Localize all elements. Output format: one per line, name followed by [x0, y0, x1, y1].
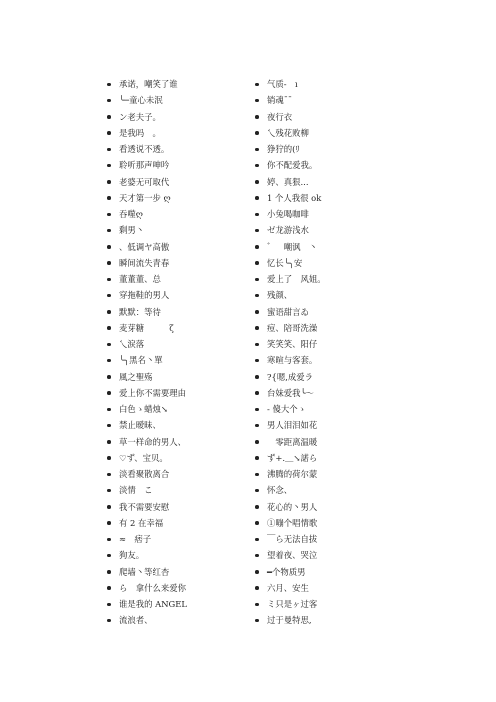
- list-item-label: 痘、陪哥洗澡: [267, 322, 318, 333]
- list-item: [257, 174, 387, 190]
- bullet-icon: [107, 408, 111, 412]
- list-item-label: 沸腾的荷尔蒙: [267, 469, 318, 479]
- list-item-label: 、低调ヤ高傲: [119, 241, 170, 252]
- bullet-icon: [107, 603, 111, 607]
- list-item-label: 董董董、总: [119, 274, 161, 284]
- list-item-label: 销魂¯¯: [267, 95, 293, 106]
- bullet-icon: [255, 570, 259, 574]
- bullet-icon: [255, 603, 259, 607]
- list-item: [109, 515, 239, 531]
- list-item-label: 气质- ı: [267, 79, 298, 89]
- list-item-label: 天才第一步 ღ: [119, 192, 171, 203]
- bullet-icon: [107, 586, 111, 590]
- list-item-label: ゛ 嘲讽 丶: [267, 241, 318, 252]
- list-item: [257, 92, 387, 108]
- bullet-icon: [107, 164, 111, 168]
- bullet-icon: [107, 261, 111, 265]
- list-item: [109, 239, 239, 255]
- list-item-label: 流浪者、: [119, 615, 153, 626]
- bullet-icon: [255, 408, 259, 412]
- bullet-icon: [107, 83, 111, 87]
- bullet-icon: [255, 554, 259, 558]
- list-item-label: ゼ龙游浅水: [267, 225, 309, 236]
- bullet-icon: [255, 375, 259, 379]
- bullet-icon: [255, 245, 259, 249]
- list-item: [109, 401, 239, 417]
- list-item: [257, 141, 387, 157]
- bullet-icon: [107, 505, 111, 509]
- bullet-icon: [107, 359, 111, 363]
- bullet-icon: [107, 245, 111, 249]
- list-item-label: ￣ら无法自拔: [267, 534, 318, 544]
- bullet-icon: [255, 619, 259, 623]
- bullet-icon: [107, 570, 111, 574]
- list-item-label: 寒暄与客套。: [267, 355, 318, 366]
- bullet-icon: [255, 359, 259, 363]
- list-item: [109, 596, 239, 612]
- list-item-label: ①嘣个唱情歌: [267, 517, 318, 528]
- bullet-icon: [255, 343, 259, 347]
- list-item-label: 穿拖鞋的男人: [119, 290, 170, 301]
- list-item: [257, 206, 387, 222]
- list-item-label: 麦芽糖 ζ: [119, 322, 174, 333]
- list-item-label: 花心的丶男人: [267, 501, 318, 512]
- list-item: [109, 466, 239, 482]
- list-item: [109, 580, 239, 596]
- list-item-label: 淡情 こ: [119, 485, 153, 496]
- list-item: [109, 190, 239, 206]
- list-item-label: 蜜语甜言ゐ: [267, 306, 309, 317]
- list-item: [109, 287, 239, 303]
- list-item-label: 夜行衣: [267, 111, 293, 122]
- list-item: [257, 239, 387, 255]
- list-item-label: ≈ 痞子: [119, 534, 152, 544]
- list-item-label: 淡看聚散离合: [119, 469, 170, 479]
- bullet-icon: [255, 261, 259, 265]
- bullet-icon: [255, 115, 259, 119]
- list-item: [109, 417, 239, 433]
- list-item: [257, 612, 387, 628]
- list-item-label: 零距离温暖: [267, 436, 318, 447]
- list-item: [257, 109, 387, 125]
- list-item-label: 老婆无可取代: [119, 176, 170, 187]
- bullet-icon: [107, 148, 111, 152]
- list-item-label: 1 个人我很 ok: [267, 192, 322, 203]
- list-item: [257, 255, 387, 271]
- list-item-label: 瞬间流失青春: [119, 257, 170, 268]
- list-item-label: 狗友。: [119, 550, 145, 561]
- bullet-icon: [107, 375, 111, 379]
- list-item: [109, 109, 239, 125]
- list-item: [257, 417, 387, 433]
- list-item: [257, 515, 387, 531]
- list-item: [109, 271, 239, 287]
- bullet-icon: [107, 489, 111, 493]
- list-item: [257, 157, 387, 173]
- list-item: [257, 580, 387, 596]
- list-item: [109, 255, 239, 271]
- list-item-label: 爬墙丶等红杏: [119, 566, 170, 577]
- bullet-icon: [107, 278, 111, 282]
- list-item: [257, 304, 387, 320]
- list-item-label: 看透说不透。: [119, 144, 170, 154]
- list-item-label: 望着夜、哭泣: [267, 550, 318, 561]
- bullet-icon: [255, 310, 259, 314]
- list-item-label: 你不配爱我。: [267, 160, 318, 171]
- list-item: [257, 222, 387, 238]
- bullet-icon: [107, 424, 111, 428]
- list-item-label: - 傻大个ゝ: [267, 404, 306, 414]
- bullet-icon: [107, 619, 111, 623]
- list-item-label: 过于曼特思,: [267, 615, 312, 626]
- bullet-icon: [255, 505, 259, 509]
- bullet-icon: [107, 391, 111, 395]
- list-item: [109, 434, 239, 450]
- bullet-icon: [255, 538, 259, 542]
- list-item-label: 六月、安生: [267, 582, 309, 593]
- bullet-icon: [255, 148, 259, 152]
- list-item-label: ン老夫子。: [119, 111, 161, 122]
- list-item-label: 吞噬ღ: [119, 209, 143, 219]
- bullet-icon: [107, 213, 111, 217]
- list-item: [109, 564, 239, 580]
- list-item: [257, 352, 387, 368]
- list-item-label: ?{嗯,成爱ラ: [267, 371, 313, 382]
- list-item: [257, 596, 387, 612]
- list-item-label: 是我吗 。: [119, 127, 161, 138]
- bullet-icon: [107, 554, 111, 558]
- bullet-icon: [107, 473, 111, 477]
- list-item: [257, 190, 387, 206]
- bullet-icon: [107, 180, 111, 184]
- list-item: [109, 450, 239, 466]
- bullet-icon: [255, 489, 259, 493]
- list-item-label: 男人泪泪如花: [267, 420, 318, 431]
- list-item: [109, 385, 239, 401]
- list-item-label: ず+.＿↘諾ら: [267, 452, 318, 463]
- list-item-label: 怀念、: [267, 485, 293, 496]
- list-item: [109, 369, 239, 385]
- bullet-icon: [255, 294, 259, 298]
- list-item: [257, 336, 387, 352]
- list-item-label: ╰╮黑名丶單: [119, 355, 163, 366]
- list-item: [257, 287, 387, 303]
- list-item-label: 聆听那声呻吟: [119, 160, 170, 171]
- list-item: [257, 564, 387, 580]
- bullet-icon: [107, 294, 111, 298]
- bullet-icon: [255, 326, 259, 330]
- list-item-label: 白色ゝ蜡烛↘: [119, 404, 168, 414]
- list-item-label: 默默：等待: [119, 306, 161, 317]
- list-item-label: ╰─童心未泯: [119, 95, 163, 106]
- list-item: [109, 499, 239, 515]
- bullet-icon: [255, 164, 259, 168]
- list-item-label: 小兔喝咖啡: [267, 209, 309, 219]
- list-item: [257, 271, 387, 287]
- list-item: [109, 222, 239, 238]
- bullet-icon: [255, 473, 259, 477]
- list-item-label: 台妹爱我╰～: [267, 387, 314, 398]
- list-item-label: ♡ず、宝贝。: [119, 452, 168, 463]
- list-item: [257, 450, 387, 466]
- list-item: [257, 385, 387, 401]
- list-item-label: 乀涙落: [119, 339, 145, 349]
- list-item-label: 爱上了 风姐。: [267, 274, 326, 284]
- bullet-icon: [255, 131, 259, 135]
- list-item: [109, 157, 239, 173]
- list-item: [109, 206, 239, 222]
- list-item: [109, 141, 239, 157]
- bullet-icon: [107, 538, 111, 542]
- list-item-label: ━个物质男: [267, 566, 306, 577]
- list-item: [109, 531, 239, 547]
- list-item-label: 我不需要安慰: [119, 501, 170, 512]
- bullet-icon: [255, 196, 259, 200]
- list-item-label: 禁止暧昧、: [119, 420, 161, 431]
- list-item: [257, 482, 387, 498]
- bullet-icon: [255, 99, 259, 103]
- bullet-icon: [107, 131, 111, 135]
- left-name-list: [109, 76, 239, 629]
- list-item: [109, 76, 239, 92]
- list-item: [109, 304, 239, 320]
- list-item: [109, 336, 239, 352]
- list-item-label: 爱上你不需要理由: [119, 387, 186, 398]
- bullet-icon: [255, 83, 259, 87]
- list-item-label: 谁是我的 ANGEL: [119, 599, 187, 609]
- list-item-label: ミ只是ヶ过客: [267, 599, 318, 609]
- list-item: [257, 320, 387, 336]
- right-name-list: [257, 76, 387, 629]
- list-item: [109, 92, 239, 108]
- list-item-label: 乀残花败柳: [267, 127, 309, 138]
- list-item: [109, 352, 239, 368]
- list-item-label: 残颜、: [267, 290, 293, 301]
- list-item: [257, 76, 387, 92]
- bullet-icon: [255, 213, 259, 217]
- list-item-label: 婷、真狠...: [267, 176, 309, 187]
- bullet-icon: [107, 229, 111, 233]
- list-item: [257, 401, 387, 417]
- list-item: [109, 612, 239, 628]
- list-item: [257, 531, 387, 547]
- bullet-icon: [107, 196, 111, 200]
- bullet-icon: [107, 521, 111, 525]
- list-item-label: 有 2 在幸福: [119, 517, 164, 528]
- list-item-label: 剩男丶: [119, 225, 145, 236]
- list-item-label: ら 拿什么来爱你: [119, 582, 186, 593]
- bullet-icon: [255, 278, 259, 282]
- list-item: [257, 434, 387, 450]
- bullet-icon: [255, 456, 259, 460]
- bullet-icon: [255, 521, 259, 525]
- bullet-icon: [107, 456, 111, 460]
- bullet-icon: [107, 440, 111, 444]
- list-item: [109, 482, 239, 498]
- list-item: [257, 125, 387, 141]
- bullet-icon: [255, 229, 259, 233]
- bullet-icon: [107, 310, 111, 314]
- bullet-icon: [255, 424, 259, 428]
- bullet-icon: [255, 586, 259, 590]
- list-item-label: 狰狞的(ﾘ: [267, 144, 300, 154]
- list-item: [109, 125, 239, 141]
- list-item: [257, 466, 387, 482]
- list-item: [109, 547, 239, 563]
- bullet-icon: [255, 391, 259, 395]
- list-item: [257, 547, 387, 563]
- list-item: [109, 320, 239, 336]
- list-item: [109, 174, 239, 190]
- bullet-icon: [107, 99, 111, 103]
- list-item-label: 忆长╰╮安: [267, 257, 303, 268]
- bullet-icon: [255, 180, 259, 184]
- bullet-icon: [107, 343, 111, 347]
- list-item-label: 草一样命的男人、: [119, 436, 186, 447]
- list-item: [257, 369, 387, 385]
- bullet-icon: [107, 326, 111, 330]
- bullet-icon: [107, 115, 111, 119]
- list-item-label: 笑笑笑、阳仔: [267, 339, 318, 349]
- bullet-icon: [255, 440, 259, 444]
- list-item-label: 風之聖殇: [119, 371, 153, 382]
- list-item: [257, 499, 387, 515]
- list-item-label: 承诺，嘲笑了谁: [119, 79, 178, 89]
